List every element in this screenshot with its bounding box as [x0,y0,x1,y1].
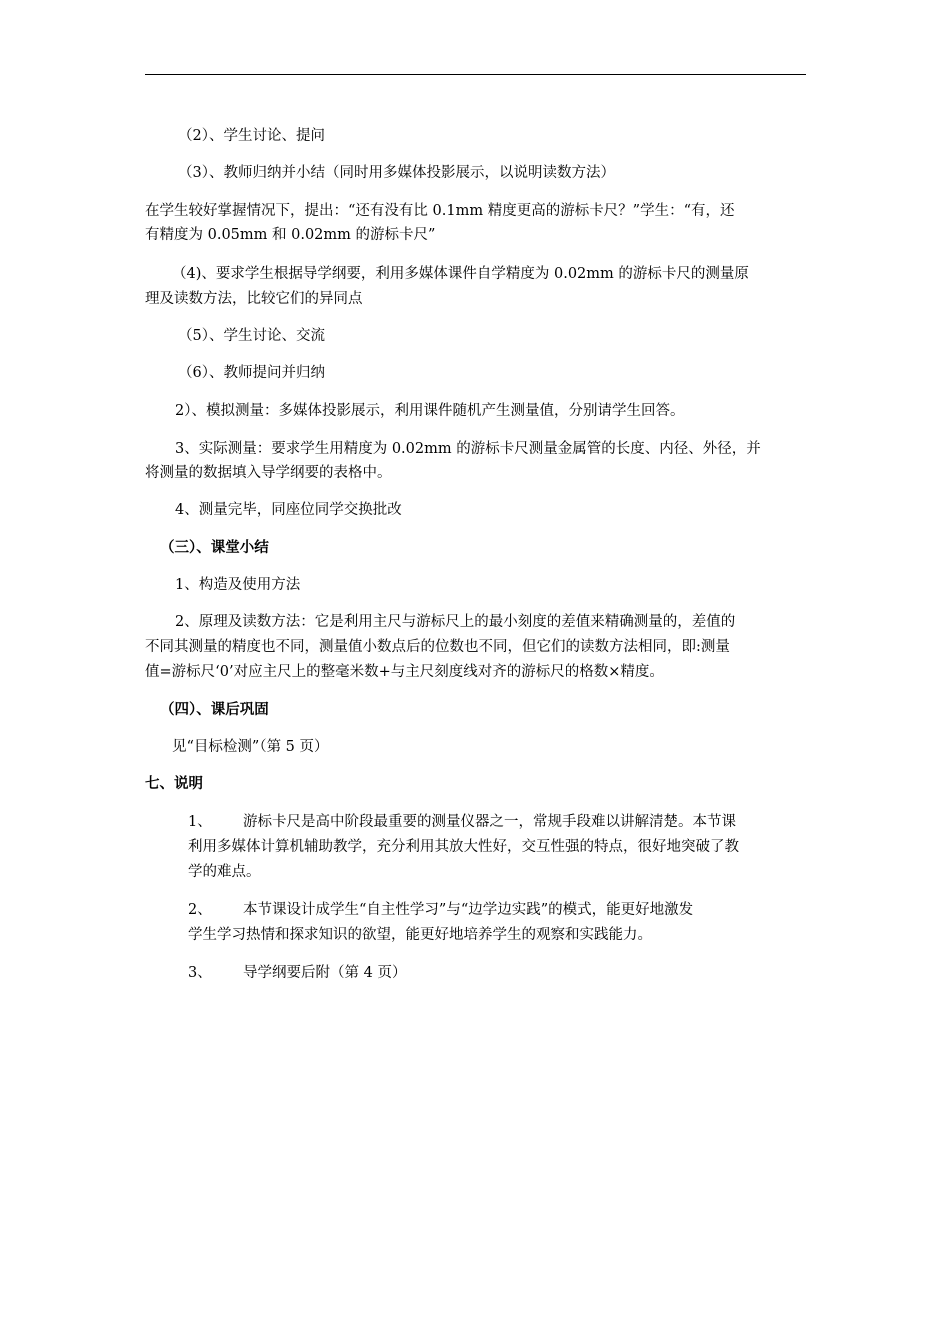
section-heading: （三）、课堂小结 [160,539,269,556]
text-line: 不同其测量的精度也不同，测量值小数点后的位数也不同，但它们的读数方法相同，即:测量 [145,639,730,655]
text-line: 见“目标检测”（第 5 页） [172,739,329,755]
text-line: 3、实际测量：要求学生用精度为 0.02mm 的游标卡尺测量金属管的长度、内径、外径，并 [175,441,761,457]
list-number: 2、 [188,902,212,918]
text-line: 学的难点。 [188,864,261,880]
text-line: 值=游标尺‘0’对应主尺上的整毫米数+与主尺刻度线对齐的游标尺的格数×精度。 [145,664,664,680]
text-line: 本节课设计成学生“自主性学习”与“边学边实践”的模式，能更好地激发 [243,902,694,918]
text-line: 2、原理及读数方法：它是利用主尺与游标尺上的最小刻度的差值来精确测量的，差值的 [175,614,736,630]
text-line: 利用多媒体计算机辅助教学，充分利用其放大性好，交互性强的特点，很好地突破了教 [188,839,739,855]
text-line: 1、构造及使用方法 [175,577,301,593]
text-line: （6）、教师提问并归纳 [178,365,325,381]
text-line: 在学生较好掌握情况下，提出：“还有没有比 0.1mm 精度更高的游标卡尺？”学生：“有，还 [145,203,735,219]
list-number: 1、 [188,814,212,830]
section-heading: （四）、课后巩固 [160,701,269,718]
text-line: （4)、要求学生根据导学纲要，利用多媒体课件自学精度为 0.02mm 的游标卡尺的测量原 [172,266,749,282]
text-line: 学生学习热情和探求知识的欲望，能更好地培养学生的观察和实践能力。 [188,927,652,943]
text-line: 4、测量完毕，同座位同学交换批改 [175,502,402,518]
text-line: 有精度为 0.05mm 和 0.02mm 的游标卡尺” [145,227,436,243]
text-line: 理及读数方法，比较它们的异同点 [145,291,363,307]
section-heading: 七、说明 [145,775,203,792]
header-rule [145,74,806,75]
text-line: 将测量的数据填入导学纲要的表格中。 [145,465,392,481]
text-line: 2）、模拟测量：多媒体投影展示，利用课件随机产生测量值，分别请学生回答。 [175,403,685,419]
text-line: 导学纲要后附（第 4 页） [243,965,407,981]
list-number: 3、 [188,965,212,981]
text-line: （5）、学生讨论、交流 [178,328,325,344]
text-line: （3）、教师归纳并小结（同时用多媒体投影展示，以说明读数方法） [178,165,615,181]
text-line: （2）、学生讨论、提问 [178,128,325,144]
text-line: 游标卡尺是高中阶段最重要的测量仪器之一，常规手段难以讲解清楚。本节课 [243,814,736,830]
